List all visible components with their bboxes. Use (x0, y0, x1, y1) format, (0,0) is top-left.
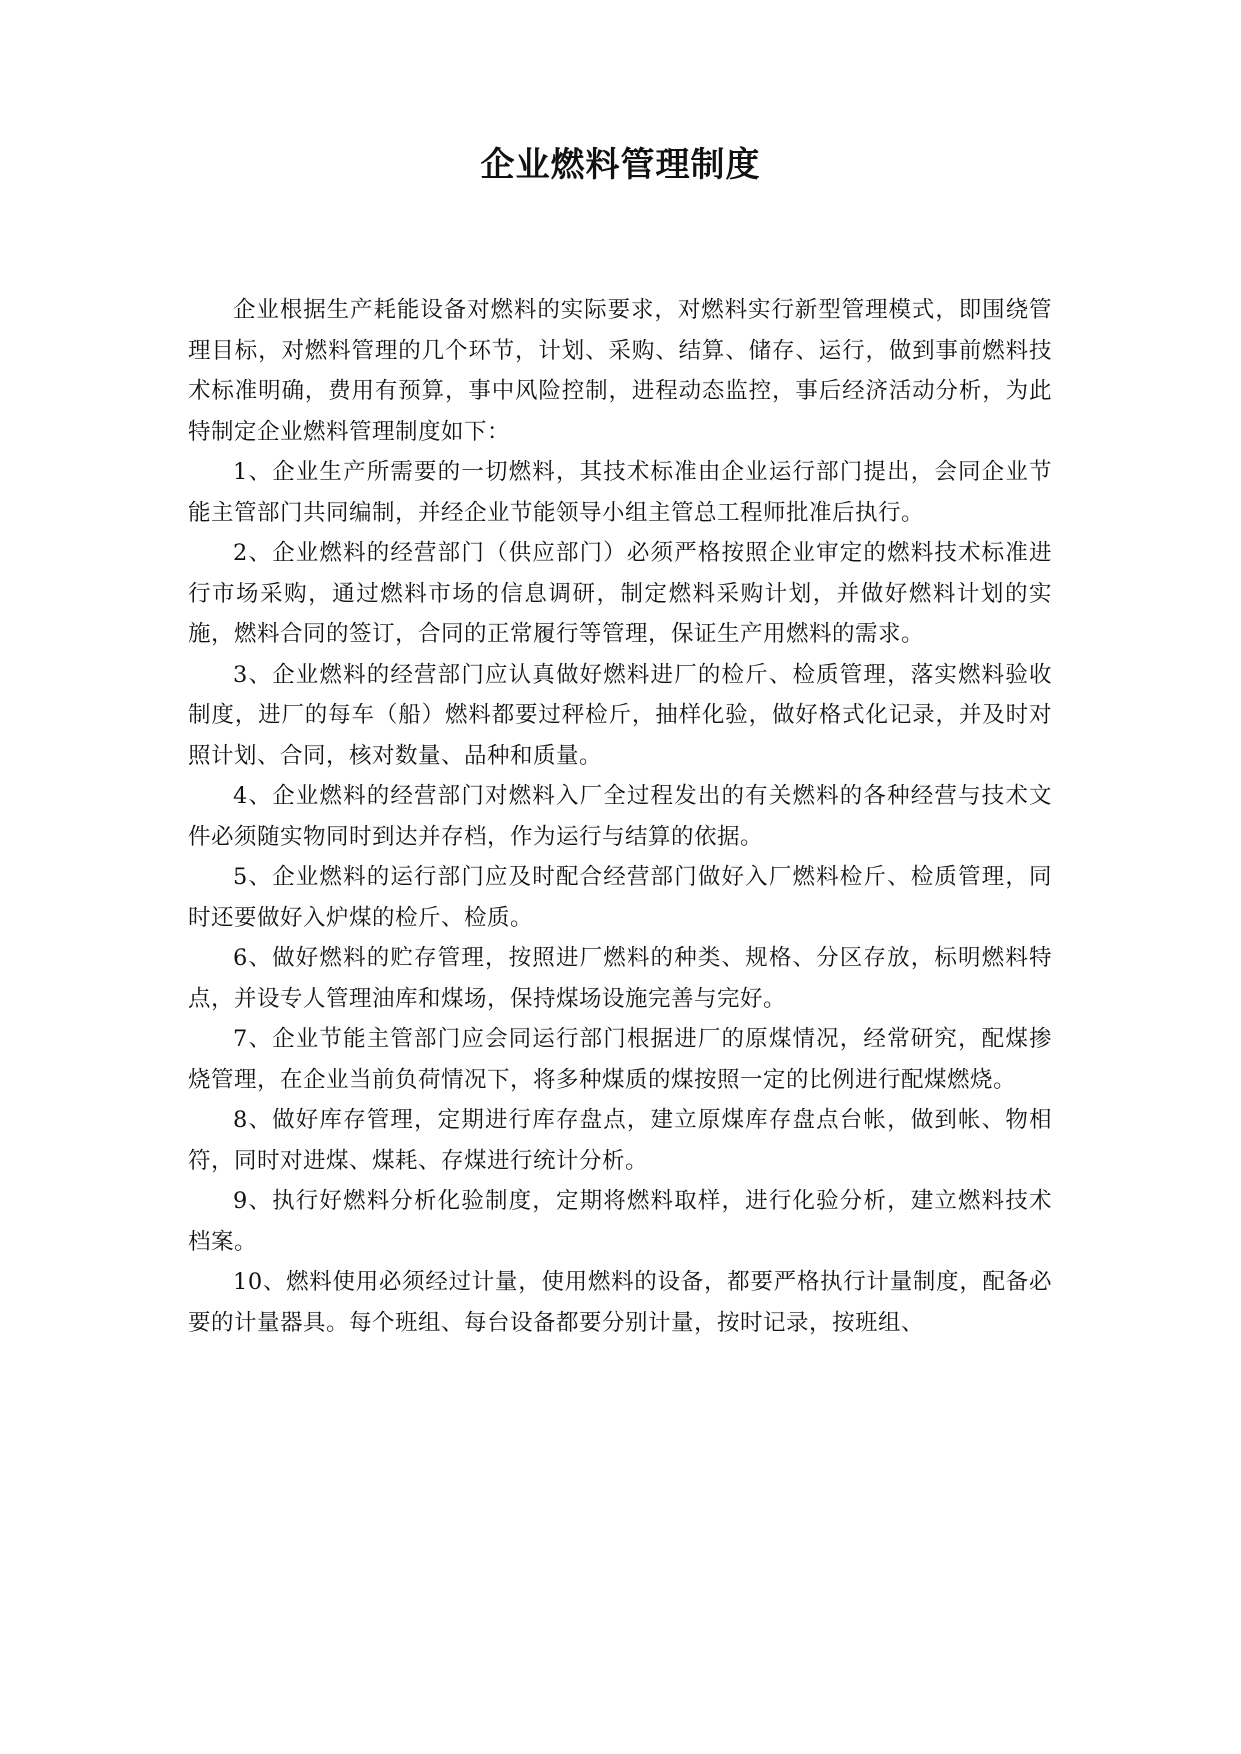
document-title: 企业燃料管理制度 (480, 145, 761, 185)
intro-paragraph: 企业根据生产耗能设备对燃料的实际要求，对燃料实行新型管理模式，即围绕管理目标，对燃料管理的几个环节，计划、采购、结算、储存、运行，做到事前燃料技术标准明确，费用有预算，事中风险控制，进程动态监控，事后经济活动分析，为此特制定企业燃料管理制度如下： (188, 297, 1052, 445)
clause-6: 6、做好燃料的贮存管理，按照进厂燃料的种类、规格、分区存放，标明燃料特点，并设专人管理油库和煤场，保持煤场设施完善与完好。 (188, 945, 1052, 1012)
clause-4: 4、企业燃料的经营部门对燃料入厂全过程发出的有关燃料的各种经营与技术文件必须随实物同时到达并存档，作为运行与结算的依据。 (188, 783, 1052, 850)
clause-5: 5、企业燃料的运行部门应及时配合经营部门做好入厂燃料检斤、检质管理，同时还要做好入炉煤的检斤、检质。 (188, 864, 1052, 931)
clause-3: 3、企业燃料的经营部门应认真做好燃料进厂的检斤、检质管理，落实燃料验收制度，进厂的每车（船）燃料都要过秤检斤，抽样化验，做好格式化记录，并及时对照计划、合同，核对数量、品种和质量。 (188, 661, 1052, 769)
clause-9: 9、执行好燃料分析化验制度，定期将燃料取样，进行化验分析，建立燃料技术档案。 (188, 1188, 1052, 1255)
document-body (188, 290, 1052, 1343)
clause-2: 2、企业燃料的经营部门（供应部门）必须严格按照企业审定的燃料技术标准进行市场采购，通过燃料市场的信息调研，制定燃料采购计划，并做好燃料计划的实施，燃料合同的签订，合同的正常履行等管理，保证生产用燃料的需求。 (188, 540, 1052, 647)
clause-7: 7、企业节能主管部门应会同运行部门根据进厂的原煤情况，经常研究，配煤掺烧管理，在企业当前负荷情况下，将多种煤质的煤按照一定的比例进行配煤燃烧。 (188, 1026, 1052, 1093)
clause-1: 1、企业生产所需要的一切燃料，其技术标准由企业运行部门提出，会同企业节能主管部门共同编制，并经企业节能领导小组主管总工程师批准后执行。 (188, 459, 1052, 526)
clause-8: 8、做好库存管理，定期进行库存盘点，建立原煤库存盘点台帐，做到帐、物相符，同时对进煤、煤耗、存煤进行统计分析。 (188, 1107, 1052, 1174)
clause-10: 10、燃料使用必须经过计量，使用燃料的设备，都要严格执行计量制度，配备必要的计量器具。每个班组、每台设备都要分别计量，按时记录，按班组、 (188, 1269, 1052, 1336)
